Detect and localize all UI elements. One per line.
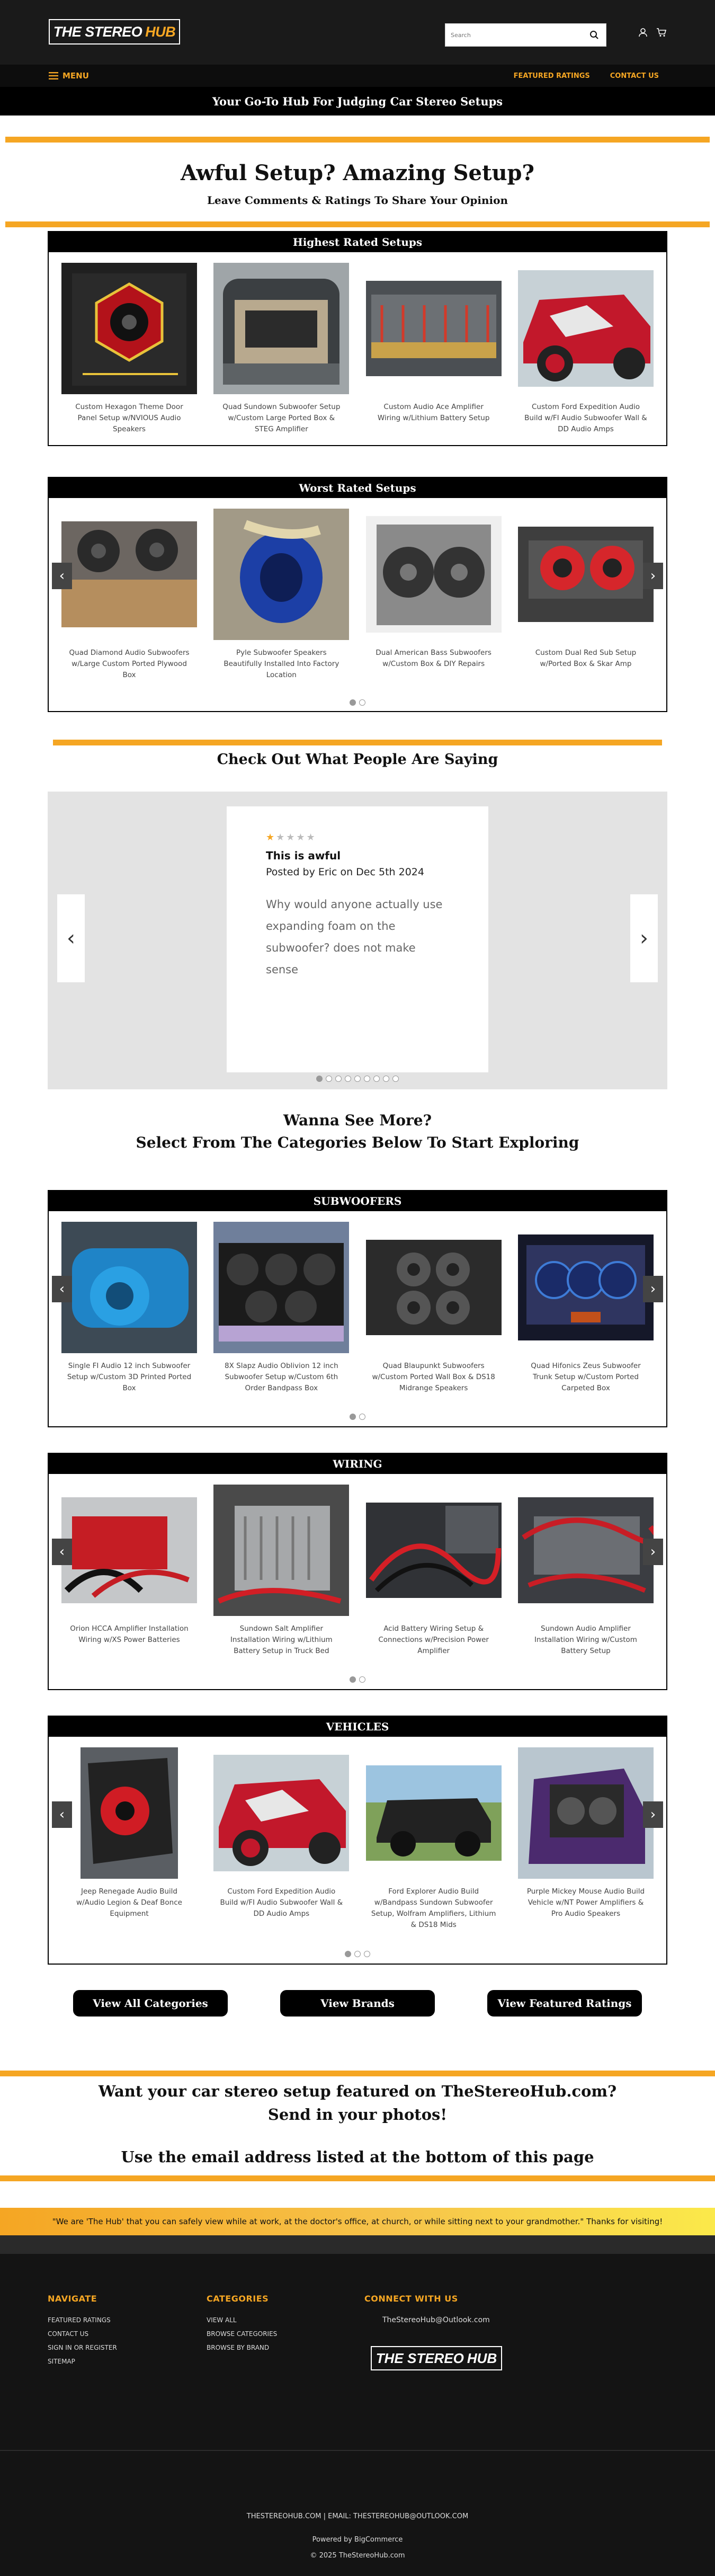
footer-link-featured-ratings[interactable]: FEATURED RATINGS — [48, 2316, 111, 2324]
product-title[interactable]: Sundown Audio Amplifier Installation Wiring w/Custom Battery Setup — [534, 1624, 637, 1655]
product-card[interactable] — [61, 263, 197, 435]
divider-bar — [5, 137, 710, 143]
chevron-right-icon: › — [650, 1544, 656, 1560]
footer-link-sign-in[interactable]: SIGN IN OR REGISTER — [48, 2344, 117, 2351]
product-image[interactable] — [61, 1485, 197, 1616]
carousel-dot[interactable] — [345, 1951, 351, 1957]
header-icons — [638, 28, 667, 37]
star-empty-icon: ★★★★ — [276, 832, 317, 843]
marquee-banner: "We are 'The Hub' that you can safely view while at work, at the doctor's office, at church, or while sitting next to your grandmother." Thanks for visiting! — [0, 2208, 715, 2235]
carousel-dot[interactable] — [359, 1414, 365, 1420]
review-byline: Posted by Eric on Dec 5th 2024 — [266, 866, 424, 878]
product-title[interactable]: Custom Ford Expedition Audio Build w/FI Audio Subwoofer Wall & DD Audio Amps — [524, 403, 647, 433]
carousel-title: VEHICLES — [49, 1717, 666, 1737]
review-body: Why would anyone actually use expanding foam on the subwoofer? does not make sense — [266, 898, 443, 976]
product-image[interactable] — [518, 1485, 654, 1616]
menu-label: MENU — [62, 71, 89, 81]
carousel-dot[interactable] — [316, 1076, 323, 1082]
product-title[interactable]: Custom Audio Ace Amplifier Wiring w/Lithium Battery Setup — [377, 403, 490, 422]
product-card[interactable] — [213, 509, 349, 681]
carousel-dot[interactable] — [350, 699, 356, 706]
product-card[interactable] — [518, 1222, 654, 1394]
hero — [0, 161, 715, 207]
product-title[interactable]: Quad Sundown Subwoofer Setup w/Custom Large Ported Box & STEG Amplifier — [222, 403, 341, 433]
site-header — [0, 0, 715, 65]
carousel-title: Highest Rated Setups — [49, 232, 666, 252]
footer-copyright: © 2025 TheStereoHub.com — [310, 2552, 405, 2560]
product-card[interactable] — [366, 1222, 502, 1394]
carousel-track — [61, 263, 654, 435]
product-title[interactable]: 8X Slapz Audio Oblivion 12 inch Subwoofer Setup w/Custom 6th Order Bandpass Box — [225, 1362, 338, 1392]
logo-text: THE STEREO — [376, 2350, 464, 2366]
product-title[interactable]: Sundown Salt Amplifier Installation Wiring w/Lithium Battery Setup in Truck Bed — [230, 1624, 333, 1655]
footer-email-link[interactable]: TheStereoHub@Outlook.com — [382, 2316, 490, 2324]
product-title[interactable]: Custom Dual Red Sub Setup w/Ported Box & Skar Amp — [535, 649, 637, 668]
carousel-prev-button[interactable] — [52, 1539, 72, 1565]
footer-divider — [0, 2450, 715, 2451]
explore-subheading: Select From The Categories Below To Start Exploring — [136, 1134, 579, 1151]
carousel-dot[interactable] — [364, 1951, 370, 1957]
product-image[interactable] — [518, 1222, 654, 1353]
chevron-right-icon: › — [650, 1807, 656, 1823]
chevron-left-icon: ‹ — [59, 1544, 65, 1560]
footer-link-view-all[interactable]: VIEW ALL — [207, 2316, 237, 2324]
carousel-next-button[interactable] — [643, 563, 663, 589]
product-title[interactable]: Quad Blaupunkt Subwoofers w/Custom Ported Wall Box & DS18 Midrange Speakers — [372, 1362, 495, 1392]
carousel-track — [61, 1222, 654, 1394]
explore-heading: Wanna See More? — [283, 1112, 432, 1129]
carousel-track — [61, 1485, 654, 1657]
product-image[interactable] — [61, 1222, 197, 1353]
product-image[interactable] — [213, 263, 349, 394]
review-stars — [266, 832, 449, 843]
site-logo[interactable] — [49, 19, 180, 45]
product-card[interactable] — [518, 509, 654, 681]
carousel-prev-button[interactable] — [52, 1276, 72, 1302]
cta-line-2: Send in your photos! — [267, 2106, 448, 2124]
carousel-next-button[interactable] — [643, 1276, 663, 1302]
carousel-track — [61, 1747, 654, 1931]
product-image[interactable] — [366, 1747, 502, 1879]
product-image[interactable] — [518, 1747, 654, 1879]
product-title[interactable]: Custom Ford Expedition Audio Build w/FI Audio Subwoofer Wall & DD Audio Amps — [220, 1887, 343, 1918]
carousel-prev-button[interactable] — [52, 563, 72, 589]
nav-link-featured-ratings[interactable]: FEATURED RATINGS — [513, 72, 590, 80]
product-image[interactable] — [518, 263, 654, 394]
product-image[interactable] — [213, 1222, 349, 1353]
product-image[interactable] — [61, 509, 197, 640]
nav-link-contact-us[interactable]: CONTACT US — [610, 72, 659, 80]
search-input[interactable] — [445, 24, 583, 46]
logo-text: THE STEREO — [53, 23, 142, 40]
main-nav — [0, 65, 715, 87]
footer-powered: Powered by BigCommerce — [312, 2536, 403, 2544]
search-button[interactable] — [583, 24, 606, 46]
product-card[interactable] — [213, 263, 349, 435]
product-card[interactable] — [61, 1485, 197, 1657]
footer-heading: CATEGORIES — [207, 2294, 269, 2304]
product-image[interactable] — [213, 509, 349, 640]
carousel-dot[interactable] — [373, 1076, 380, 1082]
product-image[interactable] — [366, 263, 502, 394]
chevron-left-icon: ‹ — [59, 568, 65, 584]
product-title[interactable]: Pyle Subwoofer Speakers Beautifully Installed Into Factory Location — [224, 649, 339, 679]
wiring-carousel — [48, 1453, 667, 1690]
product-title[interactable]: Quad Hifonics Zeus Subwoofer Trunk Setup w/Custom Ported Carpeted Box — [531, 1362, 641, 1392]
carousel-prev-button[interactable] — [52, 1801, 72, 1828]
footer-navigate — [48, 2294, 117, 2368]
review-dots — [48, 1076, 667, 1082]
chevron-right-icon: › — [640, 926, 648, 951]
footer-link-sitemap[interactable]: SITEMAP — [48, 2358, 75, 2365]
footer-heading: NAVIGATE — [48, 2294, 97, 2304]
view-all-categories-button[interactable]: View All Categories — [73, 1990, 228, 2017]
product-card[interactable] — [366, 1747, 502, 1931]
product-card[interactable] — [366, 1485, 502, 1657]
divider-bar — [53, 740, 662, 745]
logo-accent: HUB — [145, 23, 176, 40]
worst-rated-carousel — [48, 477, 667, 712]
chevron-right-icon: › — [650, 1281, 656, 1297]
cta-line-3: Use the email address listed at the bottom of this page — [121, 2148, 594, 2166]
product-title[interactable]: Custom Hexagon Theme Door Panel Setup w/NVIOUS Audio Speakers — [75, 403, 183, 433]
carousel-dot[interactable] — [326, 1076, 332, 1082]
carousel-dots — [49, 1414, 666, 1420]
reviews-heading: Check Out What People Are Saying — [217, 751, 498, 768]
carousel-dot[interactable] — [350, 1676, 356, 1683]
footer-link-browse-brand[interactable]: BROWSE BY BRAND — [207, 2344, 270, 2351]
carousel-title: WIRING — [49, 1454, 666, 1474]
carousel-dot[interactable] — [392, 1076, 399, 1082]
subwoofers-carousel — [48, 1190, 667, 1427]
nav-links — [514, 65, 659, 87]
product-image[interactable] — [213, 1485, 349, 1616]
category-buttons — [73, 1990, 642, 2017]
product-card[interactable] — [213, 1485, 349, 1657]
view-featured-ratings-button[interactable]: View Featured Ratings — [487, 1990, 642, 2017]
divider-bar — [0, 2071, 715, 2076]
carousel-title: SUBWOOFERS — [49, 1191, 666, 1211]
carousel-dot[interactable] — [364, 1076, 370, 1082]
product-card[interactable] — [518, 1485, 654, 1657]
chevron-left-icon: ‹ — [59, 1281, 65, 1297]
chevron-left-icon: ‹ — [67, 926, 75, 951]
cta-line-1: Want your car stereo setup featured on TheStereoHub.com? — [98, 2082, 617, 2100]
carousel-dot[interactable] — [354, 1951, 361, 1957]
view-brands-button[interactable]: View Brands — [280, 1990, 435, 2017]
product-card[interactable] — [366, 509, 502, 681]
carousel-dot[interactable] — [354, 1076, 361, 1082]
product-card[interactable] — [213, 1222, 349, 1394]
carousel-title: Worst Rated Setups — [49, 478, 666, 498]
carousel-dot[interactable] — [359, 699, 365, 706]
carousel-dots — [49, 699, 666, 706]
product-card[interactable] — [61, 509, 197, 681]
product-image[interactable] — [213, 1747, 349, 1879]
carousel-dot[interactable] — [359, 1676, 365, 1683]
logo-accent: HUB — [467, 2350, 497, 2366]
review-title: This is awful — [266, 849, 341, 862]
star-filled-icon: ★ — [266, 832, 276, 843]
carousel-next-button[interactable] — [643, 1801, 663, 1828]
footer-heading: CONNECT WITH US — [364, 2294, 458, 2304]
footer-connect — [364, 2294, 502, 2370]
account-icon[interactable] — [638, 28, 648, 37]
product-image[interactable] — [518, 509, 654, 640]
product-image[interactable] — [61, 263, 197, 394]
footer-logo[interactable] — [371, 2346, 502, 2370]
product-title[interactable]: Dual American Bass Subwoofers w/Custom Box & DIY Repairs — [376, 649, 491, 668]
chevron-right-icon: › — [650, 568, 656, 584]
product-title[interactable]: Quad Diamond Audio Subwoofers w/Large Custom Ported Plywood Box — [69, 649, 190, 679]
carousel-dot[interactable] — [335, 1076, 342, 1082]
highest-rated-carousel — [48, 231, 667, 446]
review-next-button[interactable] — [630, 894, 658, 982]
carousel-dot[interactable] — [383, 1076, 389, 1082]
hero-subtitle: Leave Comments & Ratings To Share Your Opinion — [207, 194, 508, 207]
carousel-track — [61, 509, 654, 681]
product-title[interactable]: Ford Explorer Audio Build w/Bandpass Sundown Subwoofer Setup, Wolfram Amplifiers, Lithium & DS18 Mids — [371, 1887, 496, 1929]
carousel-dot[interactable] — [345, 1076, 351, 1082]
divider-bar — [5, 221, 710, 227]
product-title[interactable]: Orion HCCA Amplifier Installation Wiring w/XS Power Batteries — [70, 1624, 189, 1644]
divider-bar — [0, 2235, 715, 2254]
product-title[interactable]: Single FI Audio 12 inch Subwoofer Setup w/Custom 3D Printed Ported Box — [67, 1362, 192, 1392]
review-prev-button[interactable] — [57, 894, 85, 982]
footer-categories — [207, 2294, 277, 2355]
product-image[interactable] — [366, 1222, 502, 1353]
chevron-left-icon: ‹ — [59, 1807, 65, 1823]
cart-icon[interactable] — [656, 28, 667, 37]
product-card[interactable] — [518, 1747, 654, 1931]
product-card[interactable] — [213, 1747, 349, 1931]
product-title[interactable]: Jeep Renegade Audio Build w/Audio Legion & Deaf Bonce Equipment — [76, 1887, 182, 1918]
divider-bar — [0, 2175, 715, 2181]
review-card — [227, 806, 488, 1072]
search-bar — [445, 23, 606, 47]
carousel-dots — [49, 1951, 666, 1957]
search-icon — [589, 30, 599, 40]
site-footer — [0, 2254, 715, 2576]
tagline: Your Go-To Hub For Judging Car Stereo Setups — [0, 87, 715, 116]
product-title[interactable]: Acid Battery Wiring Setup & Connections w/Precision Power Amplifier — [378, 1624, 489, 1655]
product-card[interactable] — [61, 1222, 197, 1394]
footer-link-contact-us[interactable]: CONTACT US — [48, 2330, 89, 2338]
product-card[interactable] — [366, 263, 502, 435]
carousel-dot[interactable] — [350, 1414, 356, 1420]
product-image[interactable] — [61, 1747, 197, 1879]
product-image[interactable] — [366, 509, 502, 640]
reviews-carousel — [48, 792, 667, 1089]
product-title[interactable]: Purple Mickey Mouse Audio Build Vehicle w/NT Power Amplifiers & Pro Audio Speakers — [526, 1887, 645, 1918]
footer-link-browse-categories[interactable]: BROWSE CATEGORIES — [207, 2330, 278, 2338]
hamburger-icon — [49, 72, 58, 79]
vehicles-carousel — [48, 1716, 667, 1965]
product-card[interactable] — [518, 263, 654, 435]
carousel-dots — [49, 1676, 666, 1683]
product-image[interactable] — [366, 1485, 502, 1616]
hero-title: Awful Setup? Amazing Setup? — [181, 161, 534, 185]
menu-toggle[interactable] — [49, 65, 89, 87]
footer-bottom-line: THESTEREOHUB.COM | EMAIL: THESTEREOHUB@OUTLOOK.COM — [246, 2512, 469, 2520]
product-card[interactable] — [61, 1747, 197, 1931]
carousel-next-button[interactable] — [643, 1539, 663, 1565]
